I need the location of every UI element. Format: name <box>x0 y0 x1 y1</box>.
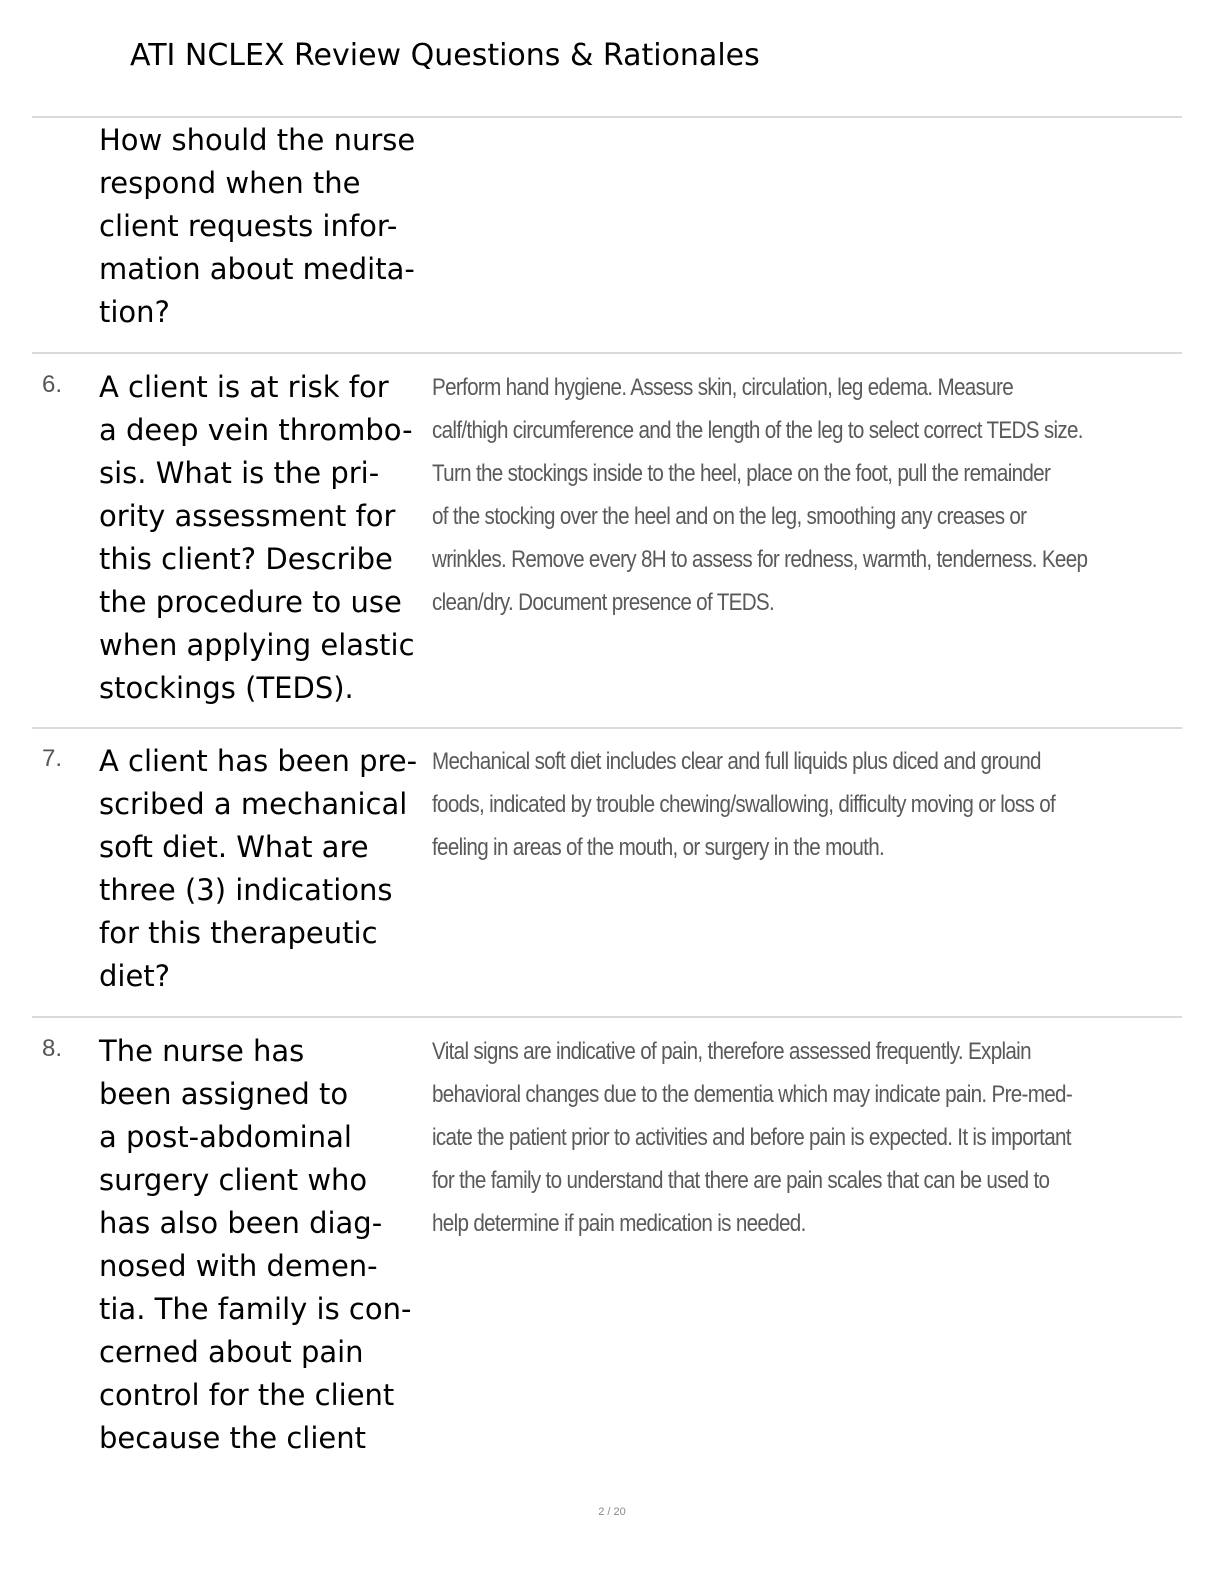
answer-text: Mechanical soft diet includes clear and full liquids plus diced and ground foods, indicated by trouble chewing/swallowing, difficulty moving or loss of feeling in areas of the mouth, or surgery in the mouth. <box>432 748 1056 861</box>
question-number: 6. <box>42 371 63 398</box>
question-text: The nurse has been assigned to a post-abdominal surgery client who has also been diag- nosed with demen- tia. The family is con- cerned about pain control for the client because the client <box>99 1034 412 1455</box>
divider <box>32 352 1182 354</box>
divider <box>32 727 1182 729</box>
question-number: 8. <box>42 1035 63 1062</box>
divider <box>32 1016 1182 1018</box>
answer-text: Vital signs are indicative of pain, therefore assessed frequently. Explain behavioral changes due to the dementia which may indicate pain. Pre-med- icate the patient prior to activities and before pain is expected. It is important for the family to understand that there are pain scales that can be used to help determine if pain medication is needed. <box>432 1038 1073 1237</box>
question-text: A client has been pre- scribed a mechanical soft diet. What are three (3) indications for this therapeutic diet? <box>99 744 418 993</box>
document-title: ATI NCLEX Review Questions & Rationales <box>130 38 760 73</box>
answer-text: Perform hand hygiene. Assess skin, circulation, leg edema. Measure calf/thigh circumference and the length of the leg to select correct TEDS size. Turn the stockings inside to the heel, place on the foot, pull the remainder of the stocking over the heel and on the leg, smoothing any creases or wrinkles. Remove every 8H to assess for redness, warmth, tenderness. Keep clean/dry. Document presence of TEDS. <box>432 374 1088 616</box>
question-number: 7. <box>42 745 63 772</box>
question-text: How should the nurse respond when the client requests infor- mation about medita- tion? <box>99 123 416 329</box>
page-number: 2 / 20 <box>598 1506 626 1518</box>
question-text: A client is at risk for a deep vein thrombo- sis. What is the pri- ority assessment for this client? Describe the procedure to use when applying elastic stockings (TEDS). <box>99 370 415 705</box>
divider <box>32 116 1182 118</box>
